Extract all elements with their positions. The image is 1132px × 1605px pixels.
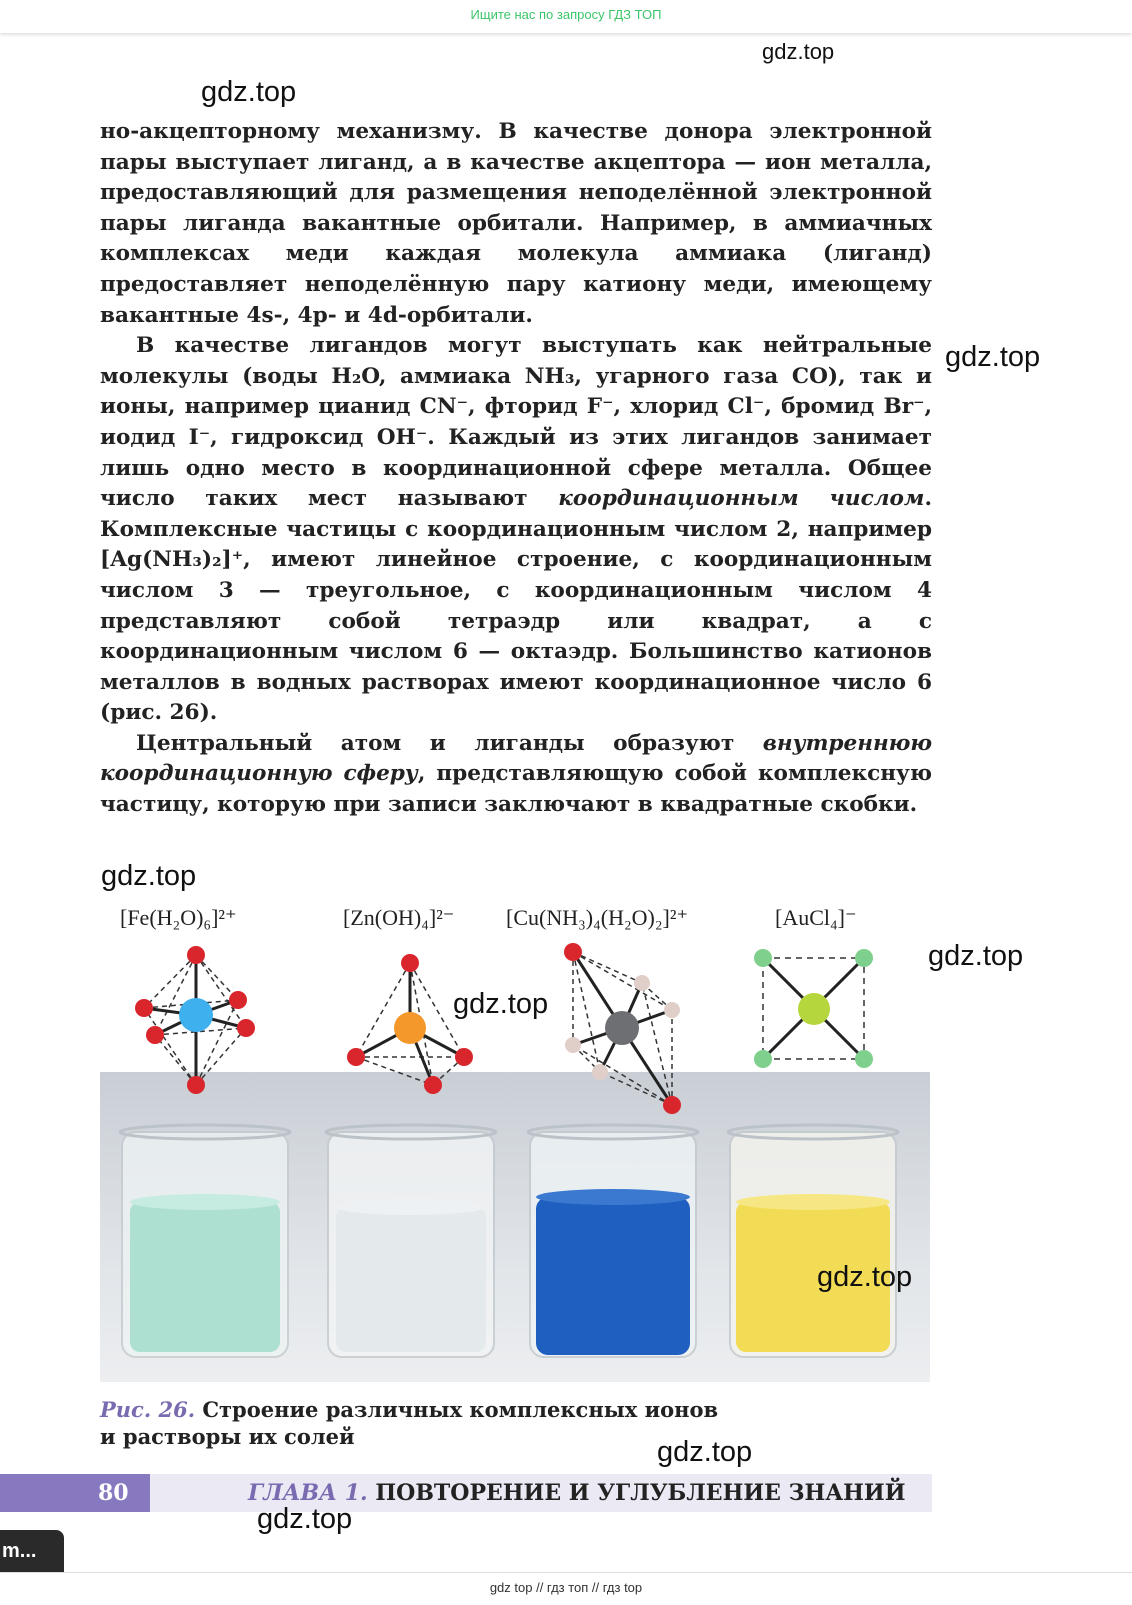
zn-tetrahedron-model bbox=[340, 945, 480, 1095]
watermark: gdz.top bbox=[257, 1503, 353, 1535]
paragraph-3-end: , представляющую собой комплексную частицу, которую при записи заключают в квадратные скобки. bbox=[100, 761, 932, 818]
beaker-au bbox=[728, 1125, 898, 1357]
formula-fe: [Fe(H₂O)₆]²⁺ bbox=[120, 905, 237, 930]
beakers-photo bbox=[100, 1072, 930, 1382]
body-text bbox=[100, 117, 932, 821]
watermark: gdz.top bbox=[201, 76, 297, 108]
term-coordination-number: координационным числом bbox=[558, 486, 925, 512]
caption-text: Строение различных комплексных ионов и растворы их солей bbox=[100, 1397, 719, 1449]
watermark: gdz.top bbox=[657, 1436, 753, 1468]
watermark: gdz.top bbox=[817, 1261, 913, 1293]
watermark: gdz.top bbox=[945, 341, 1041, 373]
caption-label: Рис. 26. bbox=[100, 1397, 196, 1422]
paragraph-2-end: . Комплексные частицы с координационным числом 2, например [Ag(NH₃)₂]⁺, имеют линейное строение, с координационным числом 3 — треугольное, с координационным числом 4 представляют собой тетраэдр или квадрат, а с координационным числом 6 — октаэдр. Большинство катионов металлов в водных растворах имеют координационное число 6 (рис. 26). bbox=[100, 486, 932, 726]
paragraph-3-start: Центральный атом и лиганды образуют bbox=[136, 730, 763, 756]
watermark: gdz.top bbox=[101, 860, 197, 892]
watermark: gdz.top bbox=[762, 39, 835, 64]
page-footer-bar bbox=[0, 1474, 932, 1512]
paragraph-2-start: В качестве лигандов могут выступать как нейтральные молекулы (воды H₂O, аммиака NH₃, угарного газа CO), так и ионы, например цианид CN⁻, фторид F⁻, хлорид Cl⁻, бромид Br⁻, иодид I⁻, гидроксид OH⁻. Каждый из этих лигандов занимает лишь одно место в координационной сфере металла. Общее число таких мест называют bbox=[100, 333, 932, 512]
figure-caption bbox=[100, 1396, 740, 1450]
beaker-fe bbox=[120, 1125, 290, 1357]
paragraph-1: но-акцепторному механизму. В качестве донора электронной пары выступает лиганд, а в качестве акцептора — ион металла, предоставляющий для размещения неподелённой электронной пары лиганда вакантные орбитали. Например, в аммиачных комплексах меди каждая молекула аммиака (лиганд) предоставляет неподелённую пару катиону меди, имеющему вакантные 4s-, 4p- и 4d-орбитали. bbox=[100, 119, 932, 328]
paragraph-3 bbox=[100, 729, 932, 821]
top-banner bbox=[0, 0, 1132, 33]
au-square-model bbox=[750, 945, 880, 1070]
beaker-zn bbox=[326, 1125, 496, 1357]
chapter-label: ГЛАВА 1. bbox=[248, 1480, 368, 1506]
cu-octahedron-model bbox=[555, 940, 695, 1115]
beakers-illustration bbox=[100, 1072, 930, 1382]
beaker-cu bbox=[528, 1125, 698, 1357]
footer-links: gdz top // гдз топ // гдз top bbox=[0, 1572, 1132, 1605]
watermark: gdz.top bbox=[928, 940, 1024, 972]
formula-cu: [Cu(NH₃)₄(H₂O)₂]²⁺ bbox=[506, 905, 689, 930]
side-tab-button[interactable]: m... bbox=[0, 1530, 64, 1572]
formula-au: [AuCl₄]⁻ bbox=[775, 905, 857, 930]
watermark: gdz.top bbox=[453, 988, 549, 1020]
chapter-name: ПОВТОРЕНИЕ И УГЛУБЛЕНИЕ ЗНАНИЙ bbox=[375, 1480, 906, 1506]
fe-octahedron-model bbox=[130, 935, 260, 1105]
formula-zn: [Zn(OH)₄]²⁻ bbox=[343, 905, 455, 930]
term-inner-sphere: внутреннюю координационную сферу bbox=[100, 730, 932, 787]
top-banner-text: Ищите нас по запросу ГДЗ ТОП bbox=[470, 7, 662, 22]
page-number: 80 bbox=[0, 1474, 150, 1512]
paragraph-2 bbox=[100, 331, 932, 729]
